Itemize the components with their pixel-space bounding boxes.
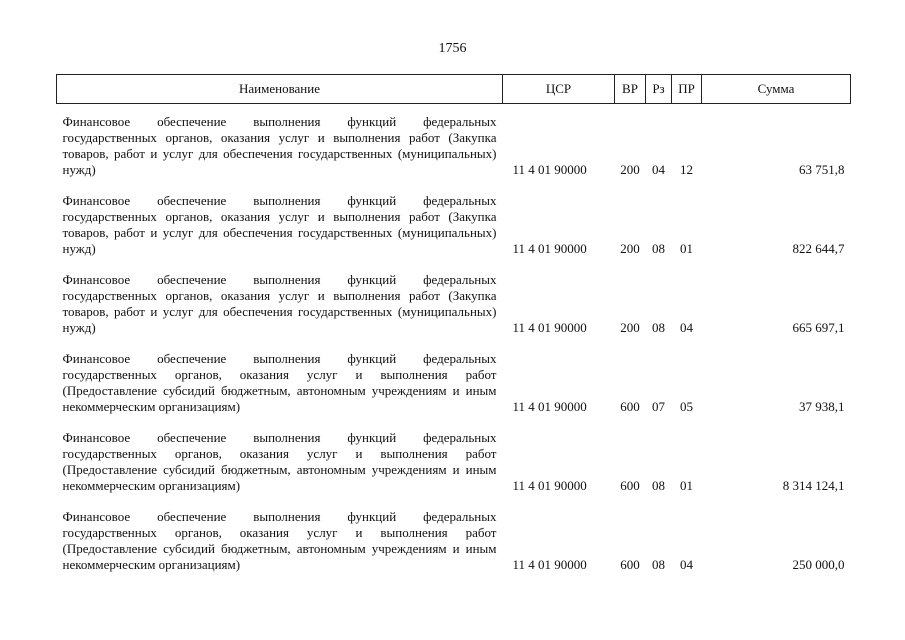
row-rz: 08 [652,320,665,335]
row-pr: 04 [680,320,693,335]
row-csr: 11 4 01 90000 [512,162,587,177]
header-csr: ЦСР [503,75,615,104]
row-csr: 11 4 01 90000 [512,478,587,493]
header-vr: ВР [615,75,646,104]
row-pr: 01 [680,241,693,256]
row-csr: 11 4 01 90000 [512,399,587,414]
header-name: Наименование [57,75,503,104]
row-csr: 11 4 01 90000 [512,320,587,335]
page-number: 1756 [438,41,467,56]
header-pr: ПР [672,75,702,104]
row-csr: 11 4 01 90000 [512,557,587,572]
header-amount: Сумма [702,75,851,104]
table-row [57,494,851,573]
row-rz: 08 [652,241,665,256]
row-rz: 04 [652,162,665,177]
row-name: Финансовое обеспечение выполнения функций федеральных государственных органов, оказания услуг и выполнения работ (Закупка товаров, работ и услуг для обеспечения государственных (муниципальных) нужд) [62,272,497,335]
table-row [57,336,851,415]
row-rz: 07 [652,399,665,414]
row-name: Финансовое обеспечение выполнения функций федеральных государственных органов, оказания услуг и выполнения работ (Предоставление субсидий бюджетным, автономным учреждениям и иным некоммерческим организациям) [62,509,497,572]
row-name-cell [57,178,503,257]
row-vr: 200 [620,162,640,177]
row-pr: 01 [680,478,693,493]
row-name-cell [57,415,503,494]
row-name-cell [57,336,503,415]
table-row [57,104,851,179]
row-pr: 05 [680,399,693,414]
row-name: Финансовое обеспечение выполнения функций федеральных государственных органов, оказания услуг и выполнения работ (Предоставление субсидий бюджетным, автономным учреждениям и иным некоммерческим организациям) [62,351,497,414]
row-amount: 250 000,0 [792,557,845,572]
row-amount: 63 751,8 [799,162,845,177]
row-vr: 600 [620,557,640,572]
row-pr: 04 [680,557,693,572]
row-rz: 08 [652,557,665,572]
row-name-cell [57,257,503,336]
table-row [57,415,851,494]
table-row [57,178,851,257]
budget-table [56,74,851,573]
row-name: Финансовое обеспечение выполнения функций федеральных государственных органов, оказания услуг и выполнения работ (Закупка товаров, работ и услуг для обеспечения государственных (муниципальных) нужд) [62,114,497,177]
row-vr: 600 [620,399,640,414]
row-vr: 200 [620,241,640,256]
row-name-cell [57,494,503,573]
row-amount: 665 697,1 [792,320,845,335]
row-amount: 8 314 124,1 [782,478,845,493]
row-rz: 08 [652,478,665,493]
row-name-cell [57,104,503,179]
row-name: Финансовое обеспечение выполнения функций федеральных государственных органов, оказания услуг и выполнения работ (Предоставление субсидий бюджетным, автономным учреждениям и иным некоммерческим организациям) [62,430,497,493]
row-vr: 200 [620,320,640,335]
table-row [57,257,851,336]
table-header-row [57,75,851,104]
row-pr: 12 [680,162,693,177]
row-amount: 822 644,7 [792,241,845,256]
row-vr: 600 [620,478,640,493]
row-name: Финансовое обеспечение выполнения функций федеральных государственных органов, оказания услуг и выполнения работ (Закупка товаров, работ и услуг для обеспечения государственных (муниципальных) нужд) [62,193,497,256]
row-amount: 37 938,1 [799,399,845,414]
header-rz: Рз [646,75,672,104]
row-csr: 11 4 01 90000 [512,241,587,256]
